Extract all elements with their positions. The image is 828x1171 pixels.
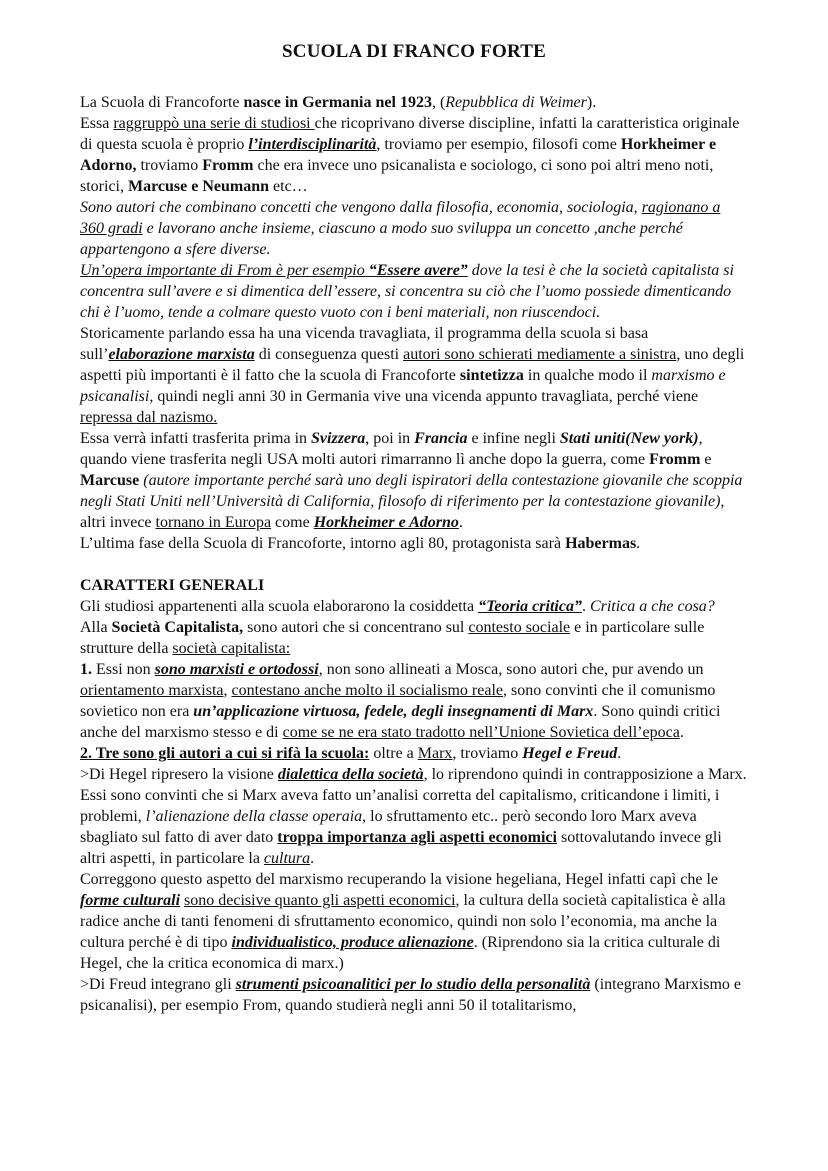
underlined-text: sono decisive quanto gli aspetti economici <box>184 892 456 909</box>
section-hegel <box>80 764 748 869</box>
intro-line-relocation <box>80 428 748 533</box>
text-run: di conseguenza questi <box>254 346 404 363</box>
text-run: sono autori che si concentrano sul <box>243 619 469 636</box>
italic-question: Critica a che cosa? <box>589 598 715 615</box>
underlined-text: Marx <box>417 745 453 762</box>
text-run: , quando viene trasferita negli USA molti autori rimarranno lì anche dopo la guerra, come <box>80 430 703 468</box>
italic-term: marxismo e psicanalisi <box>80 367 726 405</box>
text-run: , lo sfruttamento etc.. però secondo loro Marx aveva sbagliato sul fatto di aver dato <box>80 808 697 846</box>
bold-term: Società Capitalista, <box>111 619 244 636</box>
author-names: Fromm <box>202 157 254 174</box>
text-run: . <box>617 745 622 762</box>
italic-term: cultura <box>263 850 311 867</box>
text-run: , quindi negli anni 30 in Germania vive una vicenda appunto travagliata, perché viene <box>149 388 699 405</box>
underlined-text: contestano anche molto il socialismo reale <box>231 682 503 699</box>
underlined-text: raggruppò una serie di studiosi <box>113 115 315 132</box>
country-name: Stati uniti(New york) <box>559 430 699 447</box>
text-run: e lavorano anche insieme, ciascuno a modo suo sviluppa un concetto ,anche perché appartengono a sfere diverse. <box>80 220 683 258</box>
point-heading: 2. Tre sono gli autori a cui si rifà la scuola: <box>80 745 370 762</box>
author-names: Horkheimer e Adorno, <box>80 136 717 174</box>
author-names: Hegel e Freud <box>522 745 618 762</box>
intro-line-history <box>80 323 748 428</box>
text-run: >Di Freud integrano gli <box>80 976 236 993</box>
text-run: L’ultima fase della Scuola di Francoforte, intorno agli 80, protagonista sarà <box>80 535 566 552</box>
intro-line-founding <box>80 92 748 113</box>
text-run: , lo riprendono quindi in contrapposizione a Marx. Essi sono convinti che si Marx aveva fatto un’analisi corretta del capitalismo, criticandone i limiti, i problemi, <box>80 766 747 825</box>
section-hegel-culture <box>80 869 748 974</box>
text-run: sottovalutando invece gli altri aspetti, in particolare la <box>80 829 722 867</box>
founding-date: nasce in Germania nel 1923 <box>243 94 432 111</box>
text-run: , sono convinti che il comunismo sovietico non era <box>80 682 716 720</box>
text-run: Correggono questo aspetto del marxismo recuperando la visione hegeliana, Hegel infatti capì che le <box>80 871 718 888</box>
document-title: SCUOLA DI FRANCO FORTE <box>282 41 546 62</box>
text-run: , troviamo per esempio, filosofi come <box>376 136 621 153</box>
text-run: (integrano Marxismo e psicanalisi), per esempio From, quando studierà negli anni 50 il totalitarismo, <box>80 976 741 1014</box>
author-names: Horkheimer e Adorno <box>313 514 459 531</box>
marxist-elaboration-term: elaborazione marxista <box>108 346 255 363</box>
bold-term: sono marxisti e ortodossi <box>154 661 319 678</box>
list-number: 1. <box>80 661 92 678</box>
text-run: Essa <box>80 115 114 132</box>
text-run: oltre a <box>369 745 418 762</box>
text-run: . <box>458 514 463 531</box>
underlined-text: Un’opera importante di From è per esempio <box>80 262 369 279</box>
author-names: Habermas <box>565 535 637 552</box>
text-run: . <box>636 535 641 552</box>
text-run: come <box>271 514 314 531</box>
critical-theory-term: “Teoria critica” <box>478 598 582 615</box>
text-run: . <box>310 850 315 867</box>
underlined-text: orientamento marxista <box>80 682 224 699</box>
text-run: . Sono quindi critici anche del marxismo stesso e di <box>80 703 721 741</box>
country-name: Francia <box>414 430 468 447</box>
text-run: La Scuola di Francoforte <box>80 94 244 111</box>
text-run: e in particolare sulle strutture della <box>80 619 705 657</box>
author-names: Marcuse <box>80 472 140 489</box>
intro-line-from <box>80 260 748 323</box>
text-run: e <box>700 451 712 468</box>
section-freud <box>80 974 748 1016</box>
text-run: , uno degli aspetti più importanti è il fatto che la scuola di Francoforte <box>80 346 745 384</box>
book-title: “Essere avere” <box>368 262 468 279</box>
text-run: troviamo <box>136 157 203 174</box>
bold-term: sintetizza <box>459 367 524 384</box>
text-run: dove la tesi è che la società capitalista si concentra sull’avere e si dimentica dell’essere, si concentra su ciò che l’uomo possiede dimenticando chi è l’uomo, tende a colmare questo vuoto con i beni materiali, non riuscendoci. <box>80 262 734 321</box>
text-run: . <box>581 598 590 615</box>
section-point-1 <box>80 659 748 743</box>
intro-line-last-phase <box>80 533 748 554</box>
text-run: Storicamente parlando essa ha una vicenda travagliata, il programma della scuola si basa sull’ <box>80 325 649 363</box>
bold-term: forme culturali <box>80 892 181 909</box>
republic-name: Repubblica di Weimer <box>445 94 587 111</box>
italic-note: (autore importante perché sarà uno degli ispiratori della contestazione giovanile che scoppia negli Stati Uniti nell’Università di California, filosofo di riferimento per la contestazione giovanile) <box>80 472 743 510</box>
text-run: . <box>679 724 684 741</box>
author-names: Fromm <box>649 451 701 468</box>
underlined-text: società capitalista: <box>172 640 291 657</box>
underlined-text: tornano in Europa <box>155 514 272 531</box>
text-run: in qualche modo il <box>523 367 652 384</box>
interdisciplinarity-term: l’interdisciplinarità <box>248 136 377 153</box>
underlined-text: contesto sociale <box>468 619 571 636</box>
bold-term: un’applicazione virtuosa, fedele, degli insegnamenti di Marx <box>193 703 594 720</box>
text-run: etc… <box>269 178 308 195</box>
text-run: che ricoprivano diverse discipline, infatti la caratteristica originale di questa scuola è proprio <box>80 115 740 153</box>
text-run: ). <box>586 94 597 111</box>
text-run: che era invece uno psicanalista e sociologo, ci sono poi altri meno noti, storici, <box>80 157 714 195</box>
text-run: Essa verrà infatti trasferita prima in <box>80 430 312 447</box>
italic-term: l’alienazione della classe operaia <box>145 808 363 825</box>
text-run: . (Riprendono sia la critica culturale di Hegel, che la critica economica di marx.) <box>80 934 721 972</box>
bold-term: troppa importanza agli aspetti economici <box>277 829 557 846</box>
underlined-text: ragionano a 360 gradi <box>80 199 721 237</box>
section-critical-theory <box>80 596 748 617</box>
bold-term: strumenti psicoanalitici per lo studio della personalità <box>235 976 591 993</box>
section-heading: CARATTERI GENERALI <box>80 577 265 594</box>
country-name: Svizzera <box>311 430 366 447</box>
text-run: Sono autori che combinano concetti che vengono dalla filosofia, economia, sociologia, <box>80 199 642 216</box>
text-run: e infine negli <box>467 430 560 447</box>
intro-line-members <box>80 113 748 197</box>
text-run: , non sono allineati a Mosca, sono autori che, pur avendo un <box>318 661 704 678</box>
text-run: Gli studiosi appartenenti alla scuola elaborarono la cosiddetta <box>80 598 479 615</box>
text-run: , ( <box>431 94 446 111</box>
text-run: , altri invece <box>80 493 725 531</box>
text-run: , poi in <box>365 430 415 447</box>
text-run: , <box>223 682 232 699</box>
author-names: Marcuse e Neumann <box>128 178 270 195</box>
text-run: , la cultura della società capitalistica è alla radice anche di tanti fenomeni di sfruttamento economico, quindi non solo l’economia, ma anche la cultura perché è di tipo <box>80 892 726 951</box>
section-point-2 <box>80 743 748 764</box>
intro-line-approach <box>80 197 748 260</box>
text-run: , troviamo <box>452 745 523 762</box>
underlined-text: autori sono schierati mediamente a sinistra <box>403 346 677 363</box>
underlined-text: repressa dal nazismo. <box>80 409 218 426</box>
bold-term: individualistico, produce alienazione <box>231 934 474 951</box>
text-run: Essi non <box>92 661 155 678</box>
text-run: >Di Hegel ripresero la visione <box>80 766 278 783</box>
bold-term: dialettica della società <box>277 766 424 783</box>
section-capitalist-society <box>80 617 748 659</box>
text-run: Alla <box>80 619 112 636</box>
underlined-text: come se ne era stato tradotto nell’Unione Sovietica dell’epoca <box>282 724 680 741</box>
